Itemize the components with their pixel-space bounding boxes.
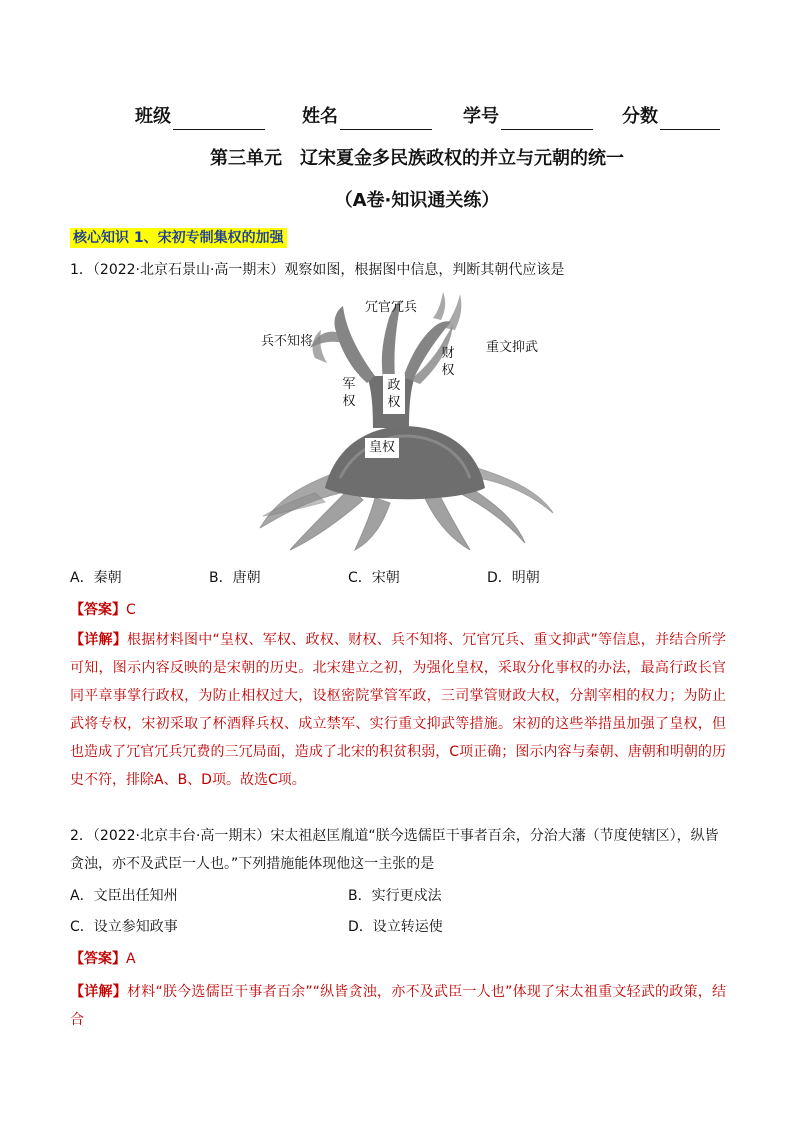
- q2-option-b[interactable]: B．实行更戍法: [348, 888, 442, 904]
- class-blank[interactable]: [173, 109, 265, 130]
- class-label: 班级: [135, 106, 171, 127]
- q1-detail-tag: 【详解】: [70, 632, 127, 648]
- q1-detail: [70, 626, 726, 794]
- score-blank[interactable]: [660, 109, 720, 130]
- score-label: 分数: [622, 106, 658, 127]
- student-info-line: [0, 104, 794, 130]
- power-tree-figure: [255, 288, 555, 553]
- q1-answer-tag: 【答案】: [70, 602, 126, 618]
- q1-option-d[interactable]: D．明朝: [487, 570, 540, 586]
- label-military-power: 军权: [339, 374, 359, 412]
- student-id-label: 学号: [463, 106, 499, 127]
- q2-detail-text: 材料“朕今选儒臣干事者百余”“纵皆贪浊，亦不及武臣一人也”体现了宋太祖重文轻武的政策，结合: [70, 984, 727, 1028]
- q2-answer-tag: 【答案】: [70, 951, 126, 967]
- q1-answer: [70, 600, 136, 620]
- label-political-power: 政权: [383, 374, 405, 414]
- q2-option-c[interactable]: C．设立参知政事: [70, 919, 178, 935]
- q1-answer-value: C: [126, 602, 136, 618]
- q2-option-a[interactable]: A．文臣出任知州: [70, 888, 178, 904]
- q1-option-b[interactable]: B．唐朝: [209, 570, 261, 586]
- q1-option-a[interactable]: A．秦朝: [70, 570, 122, 586]
- class-field: [135, 104, 265, 130]
- name-label: 姓名: [302, 106, 338, 127]
- question-2-stem: 2．（2022·北京丰台·高一期末）宋太祖赵匡胤道“朕今选儒臣干事者百余，分治大藩（节度使辖区），纵皆贪浊，亦不及武臣一人也。”下列措施能体现他这一主张的是: [70, 828, 719, 872]
- unit-title: 第三单元 辽宋夏金多民族政权的并立与元朝的统一: [210, 148, 624, 169]
- q2-detail-tag: 【详解】: [70, 984, 127, 1000]
- q1-detail-text: 根据材料图中“皇权、军权、政权、财权、兵不知将、冗官冗兵、重文抑武”等信息，并结合所学可知，图示内容反映的是宋朝的历史。北宋建立之初，为强化皇权，采取分化事权的办法，最高行政长官同平章事掌行政权，为防止相权过大，设枢密院掌管军政，三司掌管财政大权，分割宰相的权力；为防止武将专权，宋初采取了杯酒释兵权、成立禁军、实行重文抑武等措施。宋初的这些举措虽加强了皇权，但也造成了冗官冗兵冗费的三冗局面，造成了北宋的积贫积弱，C项正确；图示内容与秦朝、唐朝和明朝的历史不符，排除A、B、D项。故选C项。: [70, 632, 726, 788]
- name-blank[interactable]: [340, 109, 432, 130]
- question-1-stem: 1．（2022·北京石景山·高一期末）观察如图，根据图中信息，判断其朝代应该是: [70, 262, 565, 278]
- label-financial-power: 财权: [441, 346, 455, 378]
- q1-option-c[interactable]: C．宋朝: [348, 570, 400, 586]
- q2-answer-value: A: [126, 951, 136, 967]
- student-id-field: [463, 104, 593, 130]
- score-field: [622, 104, 720, 130]
- q2-answer: [70, 949, 136, 969]
- q2-option-d[interactable]: D．设立转运使: [348, 919, 443, 935]
- label-imperial-power: 皇权: [365, 438, 399, 458]
- section-heading: 核心知识 1、宋初专制集权的加强: [70, 228, 287, 248]
- q2-detail: [70, 978, 726, 1034]
- label-soldiers-not-know-generals: 兵不知将: [261, 334, 314, 349]
- tree-illustration: [255, 288, 555, 553]
- student-id-blank[interactable]: [501, 109, 593, 130]
- name-field: [302, 104, 432, 130]
- label-redundant-officials-soldiers: 冗官冗兵: [365, 300, 418, 315]
- label-emphasize-civil-over-military: 重文抑武: [486, 340, 539, 355]
- sub-title: （A卷·知识通关练）: [334, 190, 500, 211]
